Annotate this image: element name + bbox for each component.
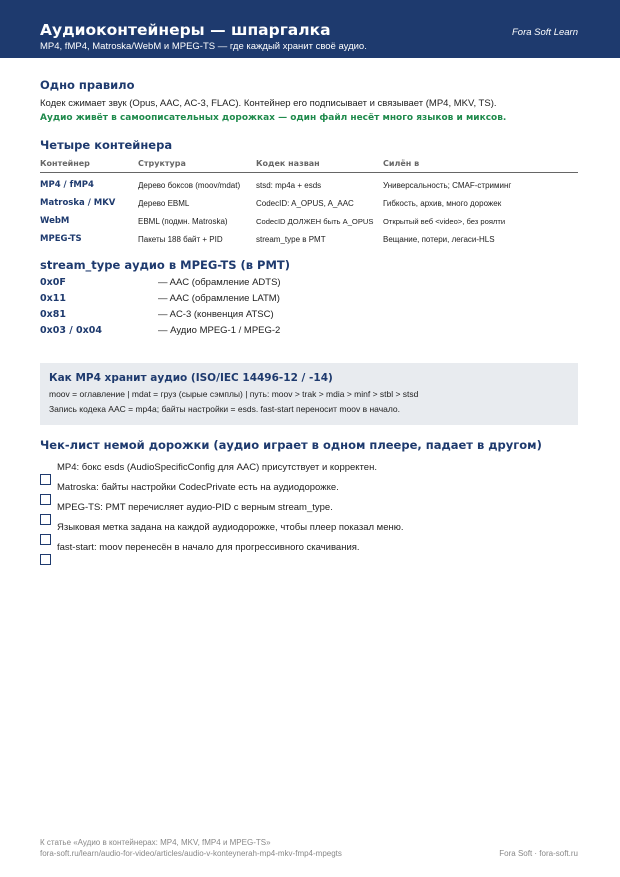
footer-article-link[interactable]: fora-soft.ru/learn/audio-for-video/articles/audio-v-konteynerah-mp4-mkv-fmp4-mpegts — [40, 849, 342, 858]
column-header: Кодек назван — [256, 159, 320, 168]
checklist-item-label: Matroska: байты настройки CodecPrivate есть на аудиодорожке. — [57, 482, 339, 493]
table-cell: Гибкость, архив, много дорожек — [383, 199, 502, 208]
stream-type-code: 0x11 — [40, 293, 66, 304]
checklist-item-label: fast-start: moov перенесён в начало для прогрессивного скачивания. — [57, 542, 360, 553]
checkbox[interactable] — [40, 474, 51, 485]
containers-heading: Четыре контейнера — [40, 138, 173, 152]
stream-type-desc: — AAC (обрамление LATM) — [158, 293, 280, 304]
column-header: Контейнер — [40, 159, 90, 168]
table-cell: Открытый веб <video>, без роялти — [383, 217, 506, 226]
checklist-item-label: Языковая метка задана на каждой аудиодорожке, чтобы плеер показал меню. — [57, 522, 404, 533]
table-cell: Matroska / MKV — [40, 198, 116, 208]
table-cell: MPEG-TS — [40, 234, 82, 244]
mp4-box-heading: Как MP4 хранит аудио (ISO/IEC 14496-12 / -14) — [49, 372, 333, 384]
stream-types-heading: stream_type аудио в MPEG-TS (в PMT) — [40, 258, 291, 272]
mp4-box-line: moov = оглавление | mdat = груз (сырые сэмплы) | путь: moov > trak > mdia > minf > stbl > stsd — [49, 389, 419, 399]
footer-article-title: К статье «Аудио в контейнерах: MP4, MKV, fMP4 и MPEG-TS» — [40, 838, 271, 847]
page-subtitle: MP4, fMP4, Matroska/WebM и MPEG-TS — где каждый хранит своё аудио. — [40, 41, 367, 52]
rule-heading: Одно правило — [40, 78, 135, 92]
checklist-item-label: MP4: бокс esds (AudioSpecificConfig для AAC) присутствует и корректен. — [57, 462, 377, 473]
stream-type-code: 0x81 — [40, 309, 66, 320]
page-header — [0, 0, 620, 58]
stream-type-desc: — AC-3 (конвенция ATSC) — [158, 309, 274, 320]
checkbox[interactable] — [40, 554, 51, 565]
checkbox[interactable] — [40, 534, 51, 545]
table-cell: EBML (подмн. Matroska) — [138, 217, 228, 226]
checkbox[interactable] — [40, 494, 51, 505]
brand-label: Fora Soft Learn — [511, 27, 578, 38]
table-cell: stream_type в PMT — [256, 235, 326, 244]
table-divider — [40, 172, 578, 173]
table-cell: Дерево EBML — [138, 199, 190, 208]
table-cell: CodecID: A_OPUS, A_AAC — [256, 199, 354, 208]
checklist-item-label: MPEG-TS: PMT перечисляет аудио-PID с верным stream_type. — [57, 502, 333, 513]
stream-type-desc: — AAC (обрамление ADTS) — [158, 277, 281, 288]
page-title: Аудиоконтейнеры — шпаргалка — [40, 21, 331, 39]
table-cell: Пакеты 188 байт + PID — [138, 235, 223, 244]
column-header: Силён в — [383, 159, 420, 168]
rule-highlight: Аудио живёт в самоописательных дорожках — один файл несёт много языков и миксов. — [40, 113, 507, 123]
column-header: Структура — [138, 159, 186, 168]
stream-type-desc: — Аудио MPEG-1 / MPEG-2 — [158, 325, 281, 336]
mp4-box-line: Запись кодека AAC = mp4a; байты настройки = esds. fast-start переносит moov в начало. — [49, 404, 400, 414]
stream-type-code: 0x0F — [40, 277, 66, 288]
stream-type-code: 0x03 / 0x04 — [40, 325, 103, 336]
table-cell: Универсальность; CMAF-стриминг — [383, 181, 512, 190]
table-cell: CodecID ДОЛЖЕН быть A_OPUS — [256, 217, 374, 226]
table-cell: WebM — [40, 216, 70, 226]
rule-text: Кодек сжимает звук (Opus, AAC, AC-3, FLAC). Контейнер его подписывает и связывает (MP4, MKV, TS). — [40, 98, 497, 109]
checklist-heading: Чек-лист немой дорожки (аудио играет в одном плеере, падает в другом) — [40, 438, 542, 452]
table-cell: MP4 / fMP4 — [40, 180, 94, 190]
table-cell: stsd: mp4a + esds — [256, 181, 322, 190]
checkbox[interactable] — [40, 514, 51, 525]
footer-brand: Fora Soft · fora-soft.ru — [499, 849, 578, 858]
table-cell: Вещание, потери, легаси-HLS — [383, 235, 495, 244]
table-cell: Дерево боксов (moov/mdat) — [138, 181, 241, 190]
